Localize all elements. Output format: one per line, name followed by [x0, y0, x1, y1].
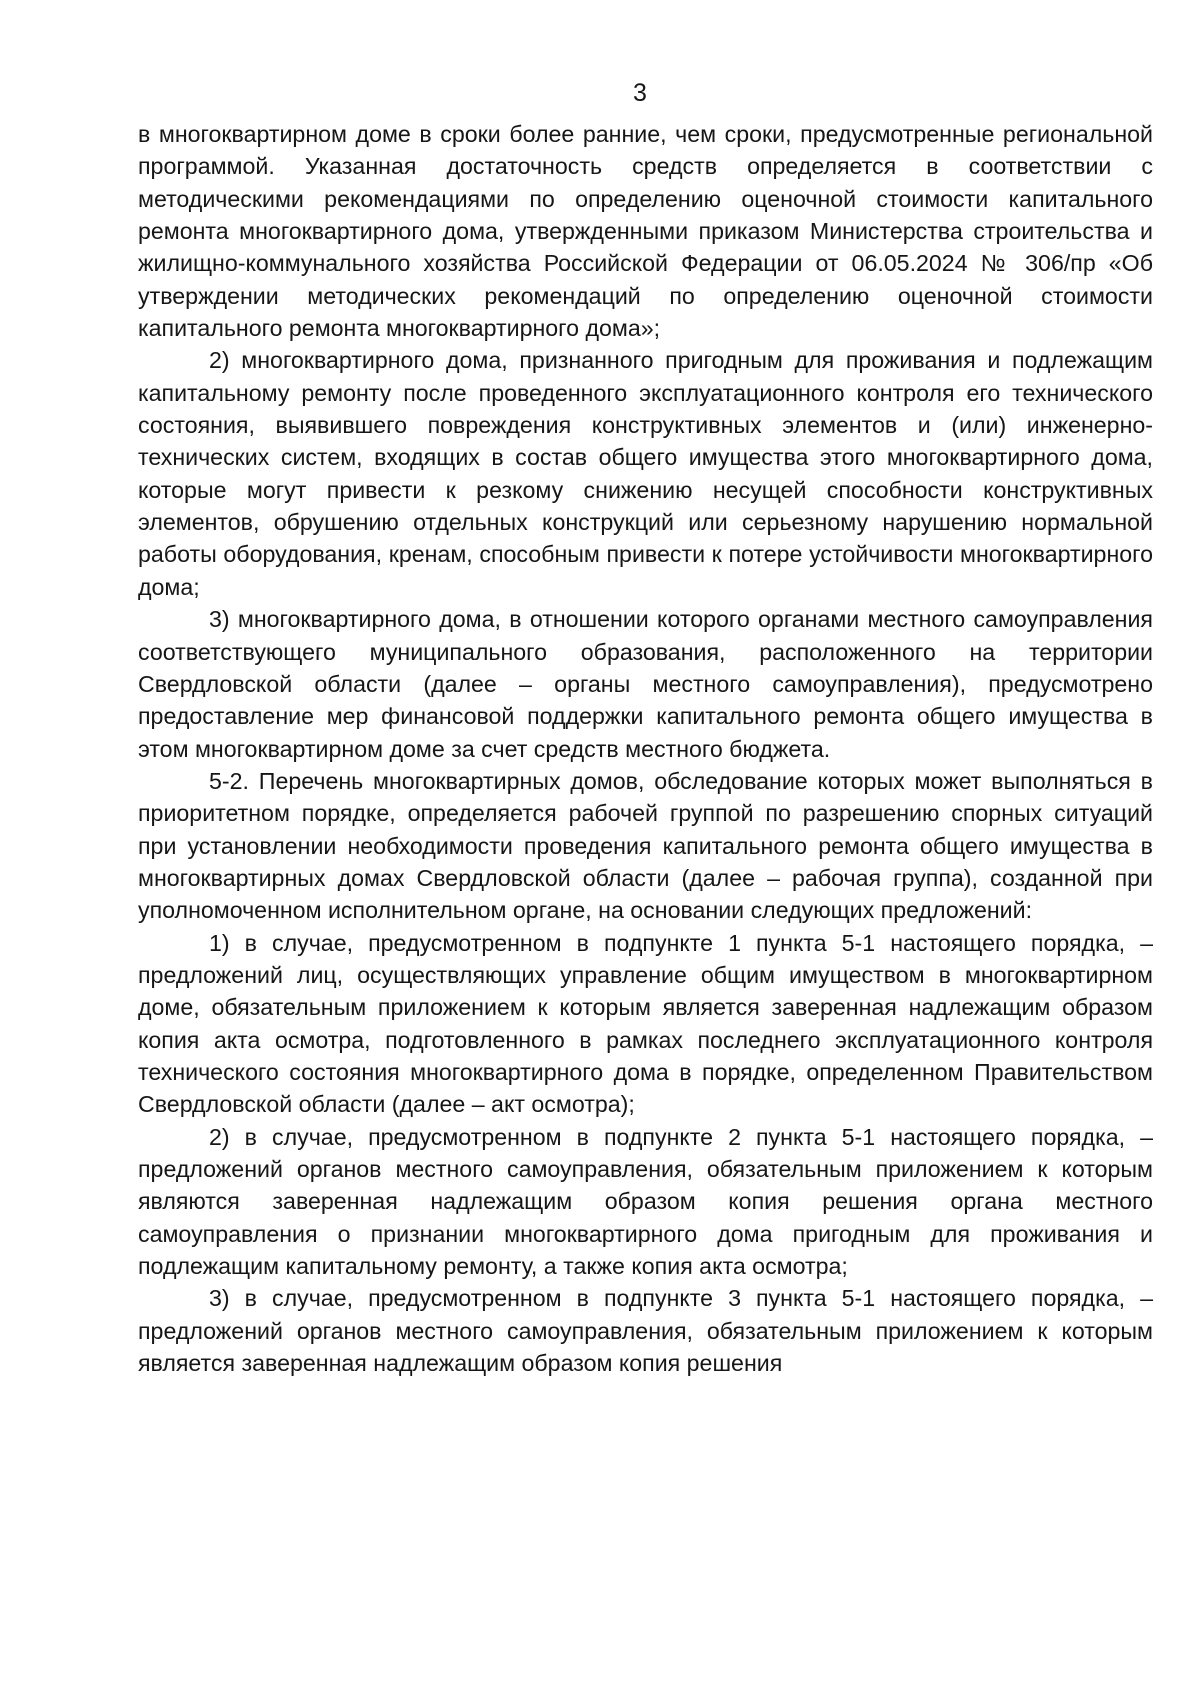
paragraph-item-3: 3) многоквартирного дома, в отношении которого органами местного самоуправления соответствующего муниципального образования, расположенного на территории Свердловской области (далее – органы местного самоуправления), предусмотрено предоставление мер финансовой поддержки капитального ремонта общего имущества в этом многоквартирном доме за счет средств местного бюджета. — [138, 606, 1153, 762]
paragraph-subitem-2: 2) в случае, предусмотренном в подпункте 2 пункта 5-1 настоящего порядка, – предложений органов местного самоуправления, обязательным приложением к которым являются заверенная надлежащим образом копия решения органа местного самоуправления о признании многоквартирного дома пригодным для проживания и подлежащим капитальному ремонту, а также копия акта осмотра; — [138, 1123, 1153, 1280]
page-number: 3 — [633, 79, 647, 107]
paragraph-clause-5-2: 5-2. Перечень многоквартирных домов, обследование которых может выполняться в приоритетном порядке, определяется рабочей группой по разрешению спорных ситуаций при установлении необходимости проведения капитального ремонта общего имущества в многоквартирных домах Свердловской области (далее – рабочая группа), созданной при уполномоченном исполнительном органе, на основании следующих предложений: — [138, 767, 1153, 924]
paragraph-continuation: в многоквартирном доме в сроки более ранние, чем сроки, предусмотренные региональной программой. Указанная достаточность средств определяется в соответствии с методическими рекомендациями по определению оценочной стоимости капитального ремонта многоквартирного дома, утвержденными приказом Министерства строительства и жилищно-коммунального хозяйства Российской Федерации от 06.05.2024 № 306/пр «Об утверждении методических рекомендаций по определению оценочной стоимости капитального ремонта многоквартирного дома»; — [138, 121, 1153, 342]
paragraph-item-2: 2) многоквартирного дома, признанного пригодным для проживания и подлежащим капитальному ремонту после проведенного эксплуатационного контроля его технического состояния, выявившего повреждения конструктивных элементов и (или) инженерно-технических систем, входящих в состав общего имущества этого многоквартирного дома, которые могут привести к резкому снижению несущей способности конструктивных элементов, обрушению отдельных конструкций или серьезному нарушению нормальной работы оборудования, кренам, способным привести к потере устойчивости многоквартирного дома; — [138, 347, 1153, 600]
paragraph-subitem-3: 3) в случае, предусмотренном в подпункте 3 пункта 5-1 настоящего порядка, – предложений органов местного самоуправления, обязательным приложением к которым является заверенная надлежащим образом копия решения — [138, 1285, 1153, 1377]
paragraph-subitem-1: 1) в случае, предусмотренном в подпункте 1 пункта 5-1 настоящего порядка, – предложений лиц, осуществляющих управление общим имуществом в многоквартирном доме, обязательным приложением к которым является заверенная надлежащим образом копия акта осмотра, подготовленного в рамках последнего эксплуатационного контроля технического состояния многоквартирного дома в порядке, определенном Правительством Свердловской области (далее – акт осмотра); — [138, 929, 1153, 1118]
document-body — [138, 118, 1153, 1379]
